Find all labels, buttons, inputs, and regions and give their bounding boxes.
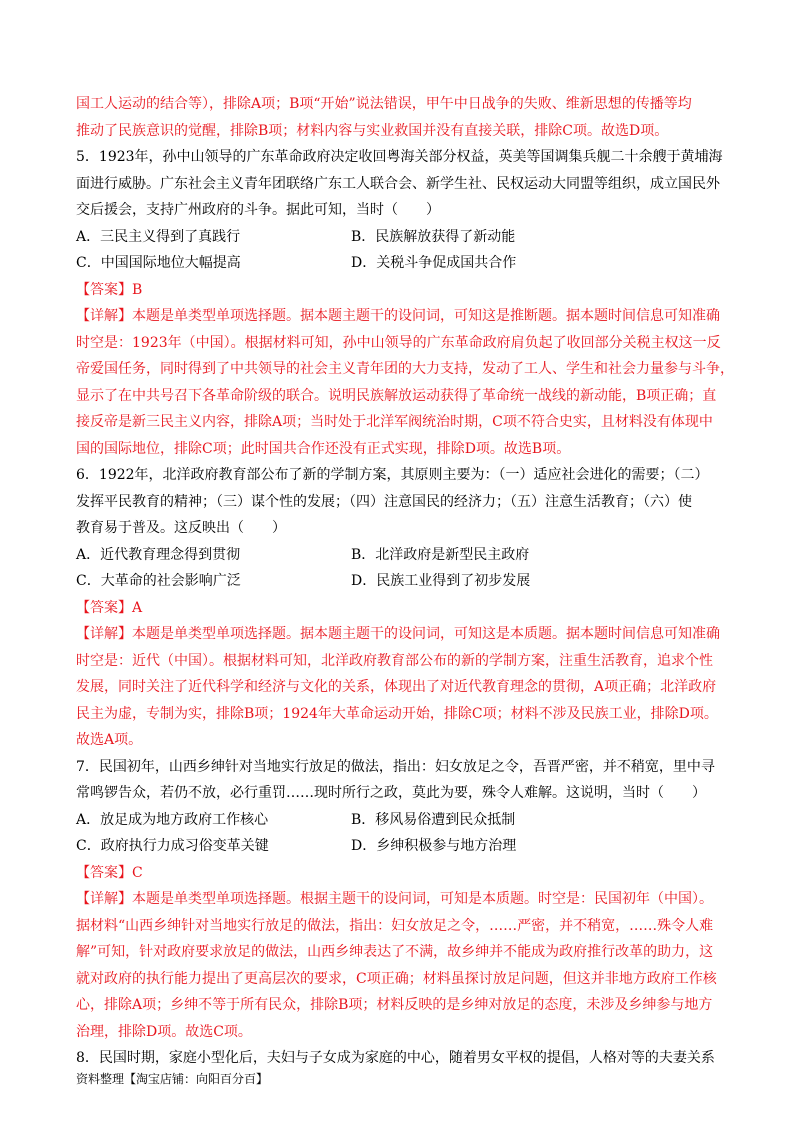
question-stem-line: 面进行威胁。广东社会主义青年团联络广东工人联合会、新学生社、民权运动大同盟等组织，成立国民外 [76, 175, 720, 192]
question-stem-line: 5．1923年，孙中山领导的广东革命政府决定收回粤海关部分权益，英美等国调集兵舰二十余艘于黄埔海 [76, 149, 723, 165]
detail-line: 显示了在中共号召下各革命阶级的联合。说明民族解放运动获得了革命统一战线的新动能，B项正确；直 [76, 387, 717, 404]
detail-line: 发展，同时关注了近代科学和经济与文化的关系，体现出了对近代教育理念的贯彻，A项正确；北洋政府 [76, 679, 717, 695]
options-row [76, 807, 728, 834]
option-c: C．大革命的社会影响广泛 [76, 573, 241, 589]
options-row [76, 224, 728, 251]
question-stem-line: 7．民国初年，山西乡绅针对当地实行放足的做法，指出：妇女放足之令，吾晋严密，并不稍宽，里中寻 [76, 758, 715, 775]
option-a: A．近代教育理念得到贯彻 [76, 546, 241, 563]
detail-line: 时空是：1923年（中国）。根据材料可知，孙中山领导的广东革命政府肩负起了收回部分关税主权这一反 [76, 334, 721, 351]
option-d: D．乡绅积极参与地方治理 [351, 838, 517, 854]
page-content [76, 91, 734, 1072]
detail-line: 民主为虚，专制为实，排除B项；1924年大革命运动开始，排除C项；材料不涉及民族工业，排除D项。 [76, 705, 718, 722]
options-row [76, 542, 728, 569]
detail-line: 国的国际地位，排除C项；此时国共合作还没有正式实现，排除D项。故选B项。 [76, 440, 571, 457]
answer-label: 【答案】C [76, 864, 143, 881]
detail-line: 心，排除A项；乡绅不等于所有民众，排除B项；材料反映的是乡绅对放足的态度，未涉及乡绅参与地方 [76, 997, 713, 1013]
option-a: A．三民主义得到了真践行 [76, 228, 241, 245]
option-c: C．政府执行力成习俗变革关键 [76, 838, 269, 854]
detail-line: 故选A项。 [76, 732, 143, 748]
page-footer: 资料整理【淘宝店铺：向阳百分百】 [76, 1072, 269, 1086]
detail-line: 时空是：近代（中国）。根据材料可知，北洋政府教育部公布的新的学制方案，注重生活教育，追求个性 [76, 652, 713, 669]
option-b: B．移风易俗遭到民众抵制 [351, 811, 516, 828]
option-a: A．放足成为地方政府工作核心 [76, 811, 269, 828]
detail-line: 帝爱国任务，同时得到了中共领导的社会主义青年团的大力支持，发动了工人、学生和社会力量参与斗争， [76, 361, 734, 377]
options-row [76, 568, 728, 595]
option-d: D．关税斗争促成国共合作 [351, 255, 517, 271]
answer-label: 【答案】A [76, 599, 143, 616]
option-c: C．中国国际地位大幅提高 [76, 255, 241, 271]
question-stem-line: 教育易于普及。这反映出（ ） [76, 520, 286, 536]
detail-line: 接反帝是新三民主义内容，排除A项；当时处于北洋军阀统治时期，C项不符合史实，且材料没有体现中 [76, 414, 713, 430]
detail-line: 就对政府的执行能力提出了更高层次的要求，C项正确；材料虽探讨放足问题，但这并非地方政府工作核 [76, 970, 717, 987]
question-stem-line: 常鸣锣告众，若仍不放，必行重罚……现时所行之政，莫此为要，殊令人难解。这说明，当时（ ） [76, 785, 706, 801]
question-6 [76, 462, 728, 754]
question-8 [76, 1045, 728, 1072]
detail-line: 据材料“山西乡绅针对当地实行放足的做法，指出：妇女放足之令，……严密，并不稍宽，……殊令人难 [76, 917, 714, 934]
options-row [76, 250, 728, 277]
options-row [76, 833, 728, 860]
question-stem-line: 6．1922年，北洋政府教育部公布了新的学制方案，其原则主要为：（一）适应社会进化的需要；（二） [76, 467, 709, 483]
question-5 [76, 144, 734, 462]
question-stem-line: 交后援会，支持广州政府的斗争。据此可知，当时（ ） [76, 202, 440, 218]
question-stem-line: 发挥平民教育的精神；（三）谋个性的发展；（四）注意国民的经济力；（五）注意生活教育；（六）使 [76, 493, 692, 510]
detail-line: 【详解】本题是单类型单项选择题。据本题主题干的设问词，可知这是本质题。据本题时间信息可知准确 [76, 626, 720, 642]
option-b: B．民族解放获得了新动能 [351, 228, 516, 245]
option-b: B．北洋政府是新型民主政府 [351, 546, 530, 563]
question-7 [76, 754, 728, 1046]
answer-label: 【答案】B [76, 281, 143, 298]
option-d: D．民族工业得到了初步发展 [351, 573, 531, 589]
detail-line: 国工人运动的结合等），排除A项；B项“开始”说法错误，甲午中日战争的失败、维新思想的传播等均 [76, 96, 692, 112]
detail-line: 【详解】本题是单类型单项选择题。据本题主题干的设问词，可知这是推断题。据本题时间信息可知准确 [76, 308, 720, 324]
detail-line: 推动了民族意识的觉醒，排除B项；材料内容与实业救国并没有直接关联，排除C项。故选D项。 [76, 122, 669, 139]
question-stem-line: 8．民国时期，家庭小型化后，夫妇与子女成为家庭的中心，随着男女平权的提倡，人格对等的夫妻关系 [76, 1050, 715, 1066]
detail-line: 解”可知，针对政府要求放足的做法，山西乡绅表达了不满，故乡绅并不能成为政府推行改革的助力，这 [76, 944, 714, 960]
detail-line: 【详解】本题是单类型单项选择题。根据主题干的设问词，可知是本质题。时空是：民国初年（中国）。 [76, 891, 713, 907]
detail-line: 治理，排除D项。故选C项。 [76, 1023, 252, 1040]
